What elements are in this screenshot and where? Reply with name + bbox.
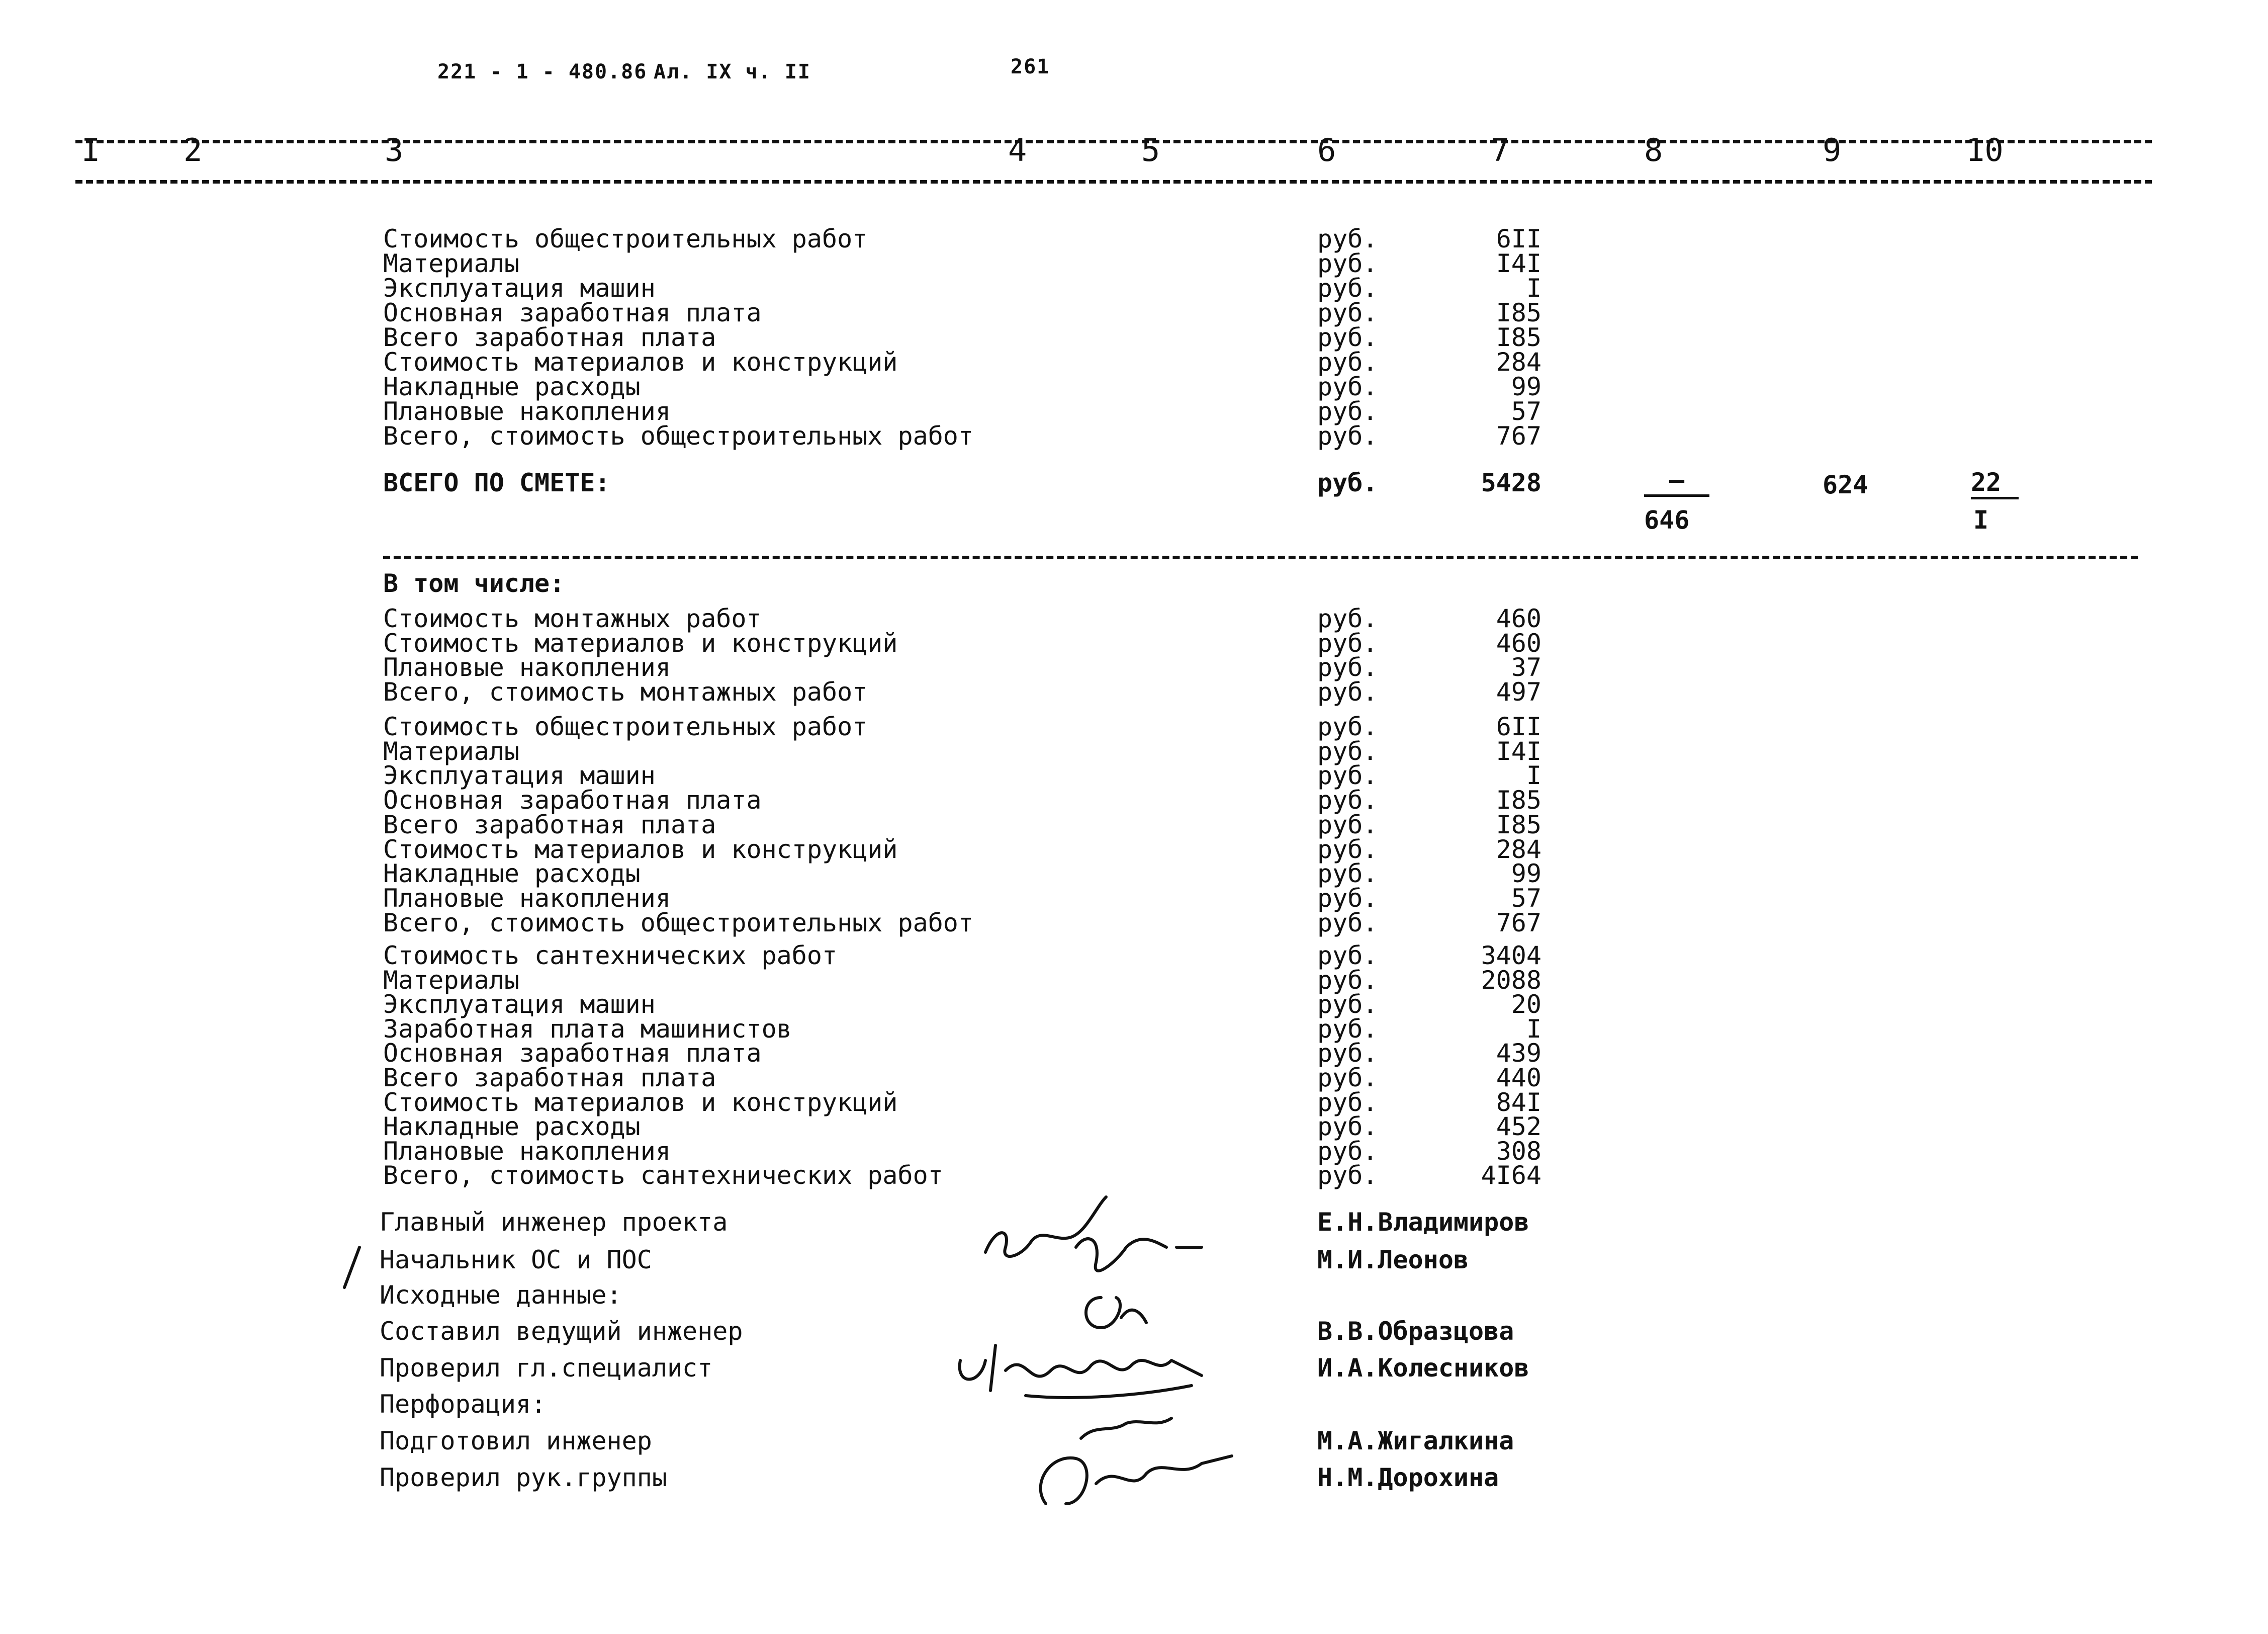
cost-label: Всего заработная плата: [383, 1063, 716, 1092]
cost-value: 308: [1496, 1136, 1541, 1166]
cost-value: I4I: [1496, 736, 1541, 766]
cost-row: [0, 628, 2268, 658]
signature-role: Главный инженер проекта: [380, 1208, 728, 1237]
cost-row: [0, 992, 2268, 1017]
signature-zhigalkina: [1031, 1408, 1242, 1514]
cost-unit: руб.: [1317, 397, 1378, 426]
cost-value: 2088: [1481, 965, 1541, 995]
cost-row: [0, 655, 2268, 680]
cost-value: 20: [1511, 990, 1541, 1019]
cost-row: [0, 226, 2268, 251]
cost-label: Стоимость общестроительных работ: [383, 712, 868, 741]
cost-value: I4I: [1496, 249, 1541, 278]
page-number: 261: [1011, 55, 1050, 78]
cost-label: Стоимость материалов и конструкций: [383, 1087, 898, 1117]
cost-row: [0, 374, 2268, 399]
cost-label: Всего, стоимость монтажных работ: [383, 677, 868, 707]
cost-value: 6II: [1496, 224, 1541, 253]
cost-value: I: [1526, 1014, 1541, 1044]
cost-row: [0, 883, 2268, 913]
column-number: 4: [1008, 132, 1027, 168]
cost-value: 99: [1511, 859, 1541, 889]
cost-row: [0, 714, 2268, 739]
cost-row: [0, 1065, 2268, 1090]
cost-label: Основная заработная плата: [383, 786, 762, 815]
cost-value: 3404: [1481, 941, 1541, 970]
signature-name: Е.Н.Владимиров: [1317, 1208, 1529, 1237]
cost-value: 284: [1496, 348, 1541, 377]
cost-label: Заработная плата машинистов: [383, 1014, 792, 1044]
column-number: 6: [1317, 132, 1336, 168]
cost-value: I: [1526, 761, 1541, 791]
cost-unit: руб.: [1317, 990, 1378, 1019]
cost-value: I: [1526, 274, 1541, 303]
cost-row: [0, 300, 2268, 325]
cost-row: [0, 399, 2268, 424]
cost-label: Эксплуатация машин: [383, 990, 656, 1019]
cost-label: Материалы: [383, 965, 519, 995]
cost-label: Накладные расходы: [383, 859, 641, 889]
total-col8-bottom: 646: [1644, 505, 1690, 535]
cost-label: Всего заработная плата: [383, 810, 716, 839]
total-col10-top: 22: [1971, 468, 2019, 499]
cost-row: [0, 834, 2268, 864]
cost-unit: руб.: [1317, 653, 1378, 682]
cost-value: 37: [1511, 653, 1541, 682]
signature-vladimirov: [975, 1187, 1212, 1287]
cost-row: [0, 1041, 2268, 1066]
cost-row: [0, 736, 2268, 766]
column-number: 2: [184, 132, 203, 168]
cost-label: Эксплуатация машин: [383, 274, 656, 303]
total-col9: 624: [1823, 470, 1868, 499]
cost-label: Стоимость сантехнических работ: [383, 941, 838, 970]
signature-obraztsova: [950, 1330, 1212, 1406]
cost-label: Основная заработная плата: [383, 298, 762, 327]
cost-unit: руб.: [1317, 421, 1378, 451]
cost-unit: руб.: [1317, 786, 1378, 815]
cost-unit: руб.: [1317, 1161, 1378, 1190]
cost-row: [0, 423, 2268, 449]
cost-label: Стоимость материалов и конструкций: [383, 628, 898, 658]
cost-unit: руб.: [1317, 1087, 1378, 1117]
cost-unit: руб.: [1317, 628, 1378, 658]
document-code: 221 - 1 - 480.86: [437, 60, 648, 83]
cost-row: [0, 1016, 2268, 1042]
cost-unit: руб.: [1317, 1136, 1378, 1166]
signature-name: Н.М.Дорохина: [1317, 1463, 1499, 1492]
cost-row: [0, 325, 2268, 350]
cost-row: [0, 943, 2268, 968]
cost-unit: руб.: [1317, 761, 1378, 791]
column-number: I: [81, 132, 101, 168]
column-number: 10: [1966, 132, 2004, 168]
cost-unit: руб.: [1317, 249, 1378, 278]
cost-unit: руб.: [1317, 298, 1378, 327]
cost-label: Плановые накопления: [383, 397, 671, 426]
cost-unit: руб.: [1317, 1112, 1378, 1142]
cost-row: [0, 812, 2268, 837]
cost-row: [0, 1087, 2268, 1117]
cost-label: Всего, стоимость сантехнических работ: [383, 1161, 943, 1190]
including-rule: [383, 556, 2138, 559]
signature-name: В.В.Образцова: [1317, 1317, 1514, 1346]
cost-unit: руб.: [1317, 323, 1378, 352]
cost-value: 439: [1496, 1039, 1541, 1068]
cost-value: 497: [1496, 677, 1541, 707]
cost-row: [0, 350, 2268, 375]
cost-value: 99: [1511, 372, 1541, 401]
signature-name: М.А.Жигалкина: [1317, 1426, 1514, 1455]
total-col8-top: –: [1644, 465, 1709, 497]
cost-unit: руб.: [1317, 348, 1378, 377]
cost-unit: руб.: [1317, 736, 1378, 766]
column-number: 7: [1491, 132, 1510, 168]
cost-unit: руб.: [1317, 677, 1378, 707]
cost-unit: руб.: [1317, 712, 1378, 741]
total-col10-bottom: I: [1973, 505, 1989, 535]
cost-label: Стоимость монтажных работ: [383, 604, 762, 633]
cost-unit: руб.: [1317, 1039, 1378, 1068]
cost-row: [0, 1136, 2268, 1166]
cost-label: Плановые накопления: [383, 883, 671, 913]
cost-value: 57: [1511, 883, 1541, 913]
cost-label: Всего, стоимость общестроительных работ: [383, 908, 973, 937]
cost-unit: руб.: [1317, 372, 1378, 401]
cost-value: 460: [1496, 604, 1541, 633]
cost-label: Плановые накопления: [383, 653, 671, 682]
signature-role: Начальник ОС и ПОС: [380, 1245, 652, 1274]
cost-value: 460: [1496, 628, 1541, 658]
cost-row: [0, 965, 2268, 995]
signature-role: Исходные данные:: [380, 1280, 622, 1310]
cost-value: I85: [1496, 323, 1541, 352]
margin-check-mark: [342, 1245, 362, 1290]
grand-total-value: 5428: [1481, 468, 1541, 497]
cost-unit: руб.: [1317, 908, 1378, 937]
column-number: 8: [1644, 132, 1663, 168]
cost-row: [0, 910, 2268, 935]
cost-row: [0, 276, 2268, 301]
signature-name: М.И.Леонов: [1317, 1245, 1469, 1274]
column-number: 9: [1823, 132, 1842, 168]
cost-label: Накладные расходы: [383, 1112, 641, 1142]
grand-total-row: [0, 470, 2268, 495]
cost-unit: руб.: [1317, 1063, 1378, 1092]
cost-row: [0, 1163, 2268, 1188]
cost-unit: руб.: [1317, 224, 1378, 253]
cost-label: Стоимость материалов и конструкций: [383, 834, 898, 864]
cost-label: Стоимость общестроительных работ: [383, 224, 868, 253]
cost-unit: руб.: [1317, 965, 1378, 995]
grand-total-unit: руб.: [1317, 468, 1378, 497]
signature-role: Составил ведущий инженер: [380, 1317, 743, 1346]
cost-value: 6II: [1496, 712, 1541, 741]
cost-row: [0, 788, 2268, 813]
cost-unit: руб.: [1317, 604, 1378, 633]
cost-label: Всего, стоимость общестроительных работ: [383, 421, 973, 451]
cost-value: 452: [1496, 1112, 1541, 1142]
signature-name: И.А.Колесников: [1317, 1353, 1529, 1383]
column-number: 3: [385, 132, 404, 168]
cost-unit: руб.: [1317, 274, 1378, 303]
cost-unit: руб.: [1317, 859, 1378, 889]
cost-label: Материалы: [383, 736, 519, 766]
cost-value: 767: [1496, 421, 1541, 451]
cost-value: 284: [1496, 834, 1541, 864]
cost-label: Эксплуатация машин: [383, 761, 656, 791]
cost-value: I85: [1496, 786, 1541, 815]
cost-row: [0, 859, 2268, 889]
cost-label: Всего заработная плата: [383, 323, 716, 352]
cost-value: 4I64: [1481, 1161, 1541, 1190]
including-label: В том числе:: [383, 569, 565, 598]
header-rule-bottom: [75, 180, 2152, 184]
cost-value: 440: [1496, 1063, 1541, 1092]
cost-value: I85: [1496, 298, 1541, 327]
cost-unit: руб.: [1317, 834, 1378, 864]
cost-row: [0, 679, 2268, 705]
album-number: Ал. IX ч. II: [654, 60, 811, 83]
cost-unit: руб.: [1317, 883, 1378, 913]
cost-row: [0, 1112, 2268, 1142]
signature-role: Перфорация:: [380, 1390, 547, 1419]
cost-row: [0, 251, 2268, 276]
cost-value: 767: [1496, 908, 1541, 937]
cost-label: Накладные расходы: [383, 372, 641, 401]
signature-role: Подготовил инженер: [380, 1426, 652, 1455]
signature-role: Проверил рук.группы: [380, 1463, 667, 1492]
cost-label: Основная заработная плата: [383, 1039, 762, 1068]
including-row: [0, 571, 2268, 596]
cost-value: 84I: [1496, 1087, 1541, 1117]
cost-label: Материалы: [383, 249, 519, 278]
cost-row: [0, 761, 2268, 791]
cost-label: Плановые накопления: [383, 1136, 671, 1166]
signature-role: Проверил гл.специалист: [380, 1353, 713, 1383]
cost-value: 57: [1511, 397, 1541, 426]
grand-total-label: ВСЕГО ПО СМЕТЕ:: [383, 468, 610, 497]
column-number: 5: [1141, 132, 1160, 168]
cost-label: Стоимость материалов и конструкций: [383, 348, 898, 377]
cost-unit: руб.: [1317, 1014, 1378, 1044]
cost-unit: руб.: [1317, 941, 1378, 970]
cost-unit: руб.: [1317, 810, 1378, 839]
cost-row: [0, 606, 2268, 631]
cost-value: I85: [1496, 810, 1541, 839]
